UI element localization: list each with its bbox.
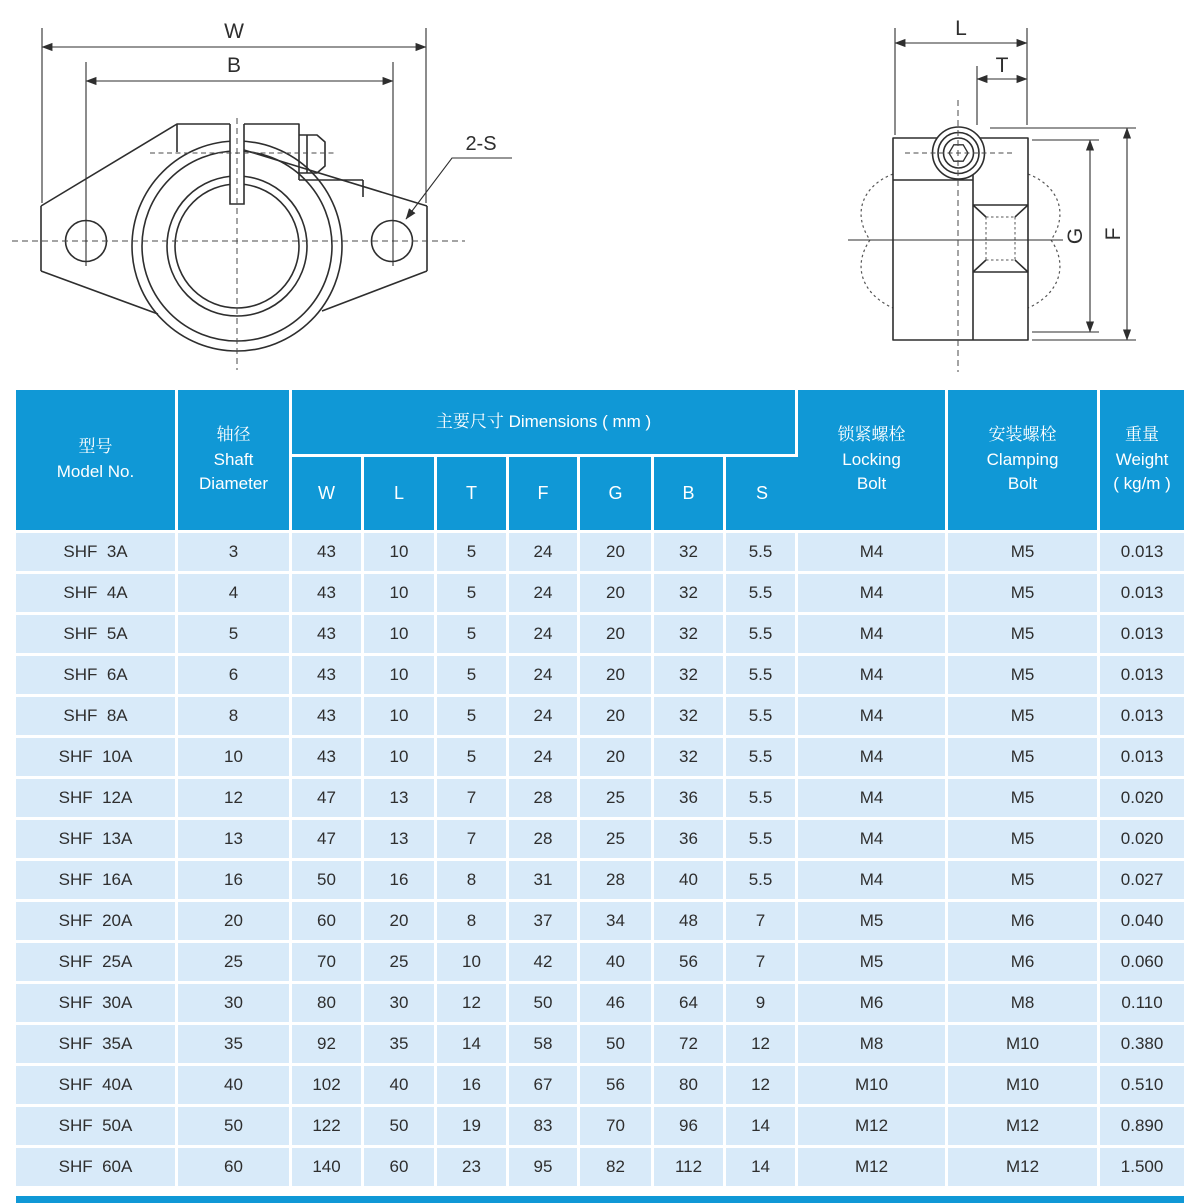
header-model-zh: 型号: [78, 437, 113, 457]
cell-g: 20: [580, 533, 654, 574]
cell-model: SHF 3A: [16, 533, 178, 574]
cell-s: 7: [726, 902, 798, 943]
cell-l: 10: [364, 738, 437, 779]
cell-t: 10: [437, 943, 509, 984]
header-weight-zh: 重量: [1125, 425, 1160, 445]
cell-l: 50: [364, 1107, 437, 1148]
header-clamping-zh: 安装螺栓: [988, 425, 1057, 445]
dim-label-w: W: [224, 20, 244, 43]
cell-locking-bolt: M12: [798, 1148, 948, 1189]
cell-weight: 0.020: [1100, 779, 1184, 820]
cell-t: 7: [437, 820, 509, 861]
cell-w: 122: [292, 1107, 364, 1148]
cell-locking-bolt: M4: [798, 533, 948, 574]
cell-s: 7: [726, 943, 798, 984]
cell-w: 43: [292, 533, 364, 574]
table-row: [16, 820, 1184, 861]
cell-l: 30: [364, 984, 437, 1025]
dim-label-l: L: [955, 17, 967, 40]
cell-s: 12: [726, 1066, 798, 1107]
cell-w: 70: [292, 943, 364, 984]
cell-s: 5.5: [726, 533, 798, 574]
cell-t: 8: [437, 861, 509, 902]
cell-shaft-diameter: 4: [178, 574, 292, 615]
cell-f: 31: [509, 861, 580, 902]
header-clamping-en2: Bolt: [1007, 474, 1038, 494]
cell-shaft-diameter: 20: [178, 902, 292, 943]
dimension-lines: [42, 28, 512, 266]
cell-g: 20: [580, 738, 654, 779]
table-row: [16, 533, 1184, 574]
col-header-weight: [1100, 390, 1184, 533]
cell-f: 24: [509, 656, 580, 697]
cell-g: 20: [580, 656, 654, 697]
cell-b: 32: [654, 615, 726, 656]
cell-b: 36: [654, 779, 726, 820]
table-row: [16, 656, 1184, 697]
cell-clamping-bolt: M6: [948, 902, 1100, 943]
cell-b: 32: [654, 533, 726, 574]
table-row: [16, 738, 1184, 779]
cell-shaft-diameter: 35: [178, 1025, 292, 1066]
cell-shaft-diameter: 16: [178, 861, 292, 902]
dim-label-g: G: [1064, 227, 1087, 245]
cell-locking-bolt: M4: [798, 697, 948, 738]
cell-l: 40: [364, 1066, 437, 1107]
cell-g: 20: [580, 697, 654, 738]
cell-s: 14: [726, 1107, 798, 1148]
header-locking-en1: Locking: [842, 449, 901, 469]
centerlines: [905, 100, 1012, 372]
cell-locking-bolt: M5: [798, 943, 948, 984]
cell-w: 102: [292, 1066, 364, 1107]
cell-f: 24: [509, 697, 580, 738]
cell-f: 24: [509, 738, 580, 779]
cell-l: 10: [364, 615, 437, 656]
cell-locking-bolt: M6: [798, 984, 948, 1025]
table-row: [16, 697, 1184, 738]
cell-model: SHF 25A: [16, 943, 178, 984]
cell-model: SHF 30A: [16, 984, 178, 1025]
cell-l: 10: [364, 574, 437, 615]
bottom-bar: [16, 1196, 1184, 1203]
cell-t: 5: [437, 574, 509, 615]
cell-b: 48: [654, 902, 726, 943]
cell-l: 13: [364, 779, 437, 820]
cell-weight: 0.013: [1100, 615, 1184, 656]
cell-g: 70: [580, 1107, 654, 1148]
table-row: [16, 1066, 1184, 1107]
cell-b: 96: [654, 1107, 726, 1148]
cell-t: 5: [437, 697, 509, 738]
cell-g: 46: [580, 984, 654, 1025]
cell-shaft-diameter: 10: [178, 738, 292, 779]
cell-model: SHF 35A: [16, 1025, 178, 1066]
cell-model: SHF 50A: [16, 1107, 178, 1148]
front-view-drawing: [0, 0, 560, 385]
cell-t: 8: [437, 902, 509, 943]
cell-g: 56: [580, 1066, 654, 1107]
cell-locking-bolt: M8: [798, 1025, 948, 1066]
table-row: [16, 902, 1184, 943]
cell-locking-bolt: M12: [798, 1107, 948, 1148]
cell-w: 50: [292, 861, 364, 902]
cell-clamping-bolt: M6: [948, 943, 1100, 984]
col-header-shaft-diameter: [178, 390, 292, 533]
cell-w: 43: [292, 615, 364, 656]
header-locking-zh: 锁紧螺栓: [837, 425, 906, 445]
cell-s: 5.5: [726, 656, 798, 697]
cell-shaft-diameter: 50: [178, 1107, 292, 1148]
cell-f: 24: [509, 615, 580, 656]
cell-b: 32: [654, 574, 726, 615]
cell-l: 60: [364, 1148, 437, 1189]
table-row: [16, 984, 1184, 1025]
cell-weight: 0.020: [1100, 820, 1184, 861]
cell-g: 25: [580, 820, 654, 861]
cell-model: SHF 10A: [16, 738, 178, 779]
cell-f: 83: [509, 1107, 580, 1148]
cell-s: 9: [726, 984, 798, 1025]
cell-model: SHF 6A: [16, 656, 178, 697]
cell-weight: 0.013: [1100, 574, 1184, 615]
cell-l: 35: [364, 1025, 437, 1066]
cell-clamping-bolt: M8: [948, 984, 1100, 1025]
cell-clamping-bolt: M5: [948, 697, 1100, 738]
cell-model: SHF 16A: [16, 861, 178, 902]
col-header-w: W: [292, 457, 364, 533]
cell-t: 5: [437, 656, 509, 697]
cell-s: 14: [726, 1148, 798, 1189]
cell-t: 16: [437, 1066, 509, 1107]
cell-s: 12: [726, 1025, 798, 1066]
cell-clamping-bolt: M5: [948, 533, 1100, 574]
cell-shaft-diameter: 13: [178, 820, 292, 861]
cell-t: 14: [437, 1025, 509, 1066]
cell-g: 28: [580, 861, 654, 902]
cell-clamping-bolt: M5: [948, 656, 1100, 697]
table-row: [16, 1025, 1184, 1066]
cell-f: 67: [509, 1066, 580, 1107]
cell-clamping-bolt: M12: [948, 1148, 1100, 1189]
cell-shaft-diameter: 6: [178, 656, 292, 697]
cell-s: 5.5: [726, 861, 798, 902]
cell-b: 80: [654, 1066, 726, 1107]
cell-f: 24: [509, 533, 580, 574]
cell-l: 10: [364, 533, 437, 574]
table-row: [16, 1107, 1184, 1148]
cell-weight: 0.060: [1100, 943, 1184, 984]
cell-clamping-bolt: M12: [948, 1107, 1100, 1148]
cell-f: 58: [509, 1025, 580, 1066]
cell-g: 20: [580, 615, 654, 656]
col-header-dimensions-group: 主要尺寸 Dimensions ( mm ): [292, 390, 798, 457]
dim-label-b: B: [226, 54, 242, 77]
cell-weight: 0.013: [1100, 533, 1184, 574]
col-header-s: S: [726, 457, 798, 533]
cell-b: 40: [654, 861, 726, 902]
hidden-thread-lines: [986, 217, 1015, 260]
cell-g: 50: [580, 1025, 654, 1066]
col-header-t: T: [437, 457, 509, 533]
cell-model: SHF 60A: [16, 1148, 178, 1189]
spec-table: [16, 390, 1184, 1203]
cell-weight: 0.013: [1100, 738, 1184, 779]
cell-locking-bolt: M4: [798, 779, 948, 820]
cell-shaft-diameter: 30: [178, 984, 292, 1025]
table-row: [16, 615, 1184, 656]
cell-locking-bolt: M4: [798, 656, 948, 697]
table-row: [16, 861, 1184, 902]
cell-t: 23: [437, 1148, 509, 1189]
cell-weight: 0.510: [1100, 1066, 1184, 1107]
cell-l: 10: [364, 697, 437, 738]
cell-w: 47: [292, 820, 364, 861]
cell-w: 92: [292, 1025, 364, 1066]
header-weight-en: Weight: [1115, 449, 1169, 469]
cell-clamping-bolt: M5: [948, 738, 1100, 779]
dim-label-f: F: [1102, 227, 1125, 241]
cell-f: 37: [509, 902, 580, 943]
cell-w: 80: [292, 984, 364, 1025]
cell-t: 5: [437, 615, 509, 656]
col-header-b: B: [654, 457, 726, 533]
cell-s: 5.5: [726, 574, 798, 615]
cell-l: 13: [364, 820, 437, 861]
table-header: [16, 390, 1184, 533]
cell-l: 10: [364, 656, 437, 697]
cell-shaft-diameter: 60: [178, 1148, 292, 1189]
cell-model: SHF 40A: [16, 1066, 178, 1107]
cell-clamping-bolt: M5: [948, 779, 1100, 820]
col-header-g: G: [580, 457, 654, 533]
cell-l: 20: [364, 902, 437, 943]
cell-t: 19: [437, 1107, 509, 1148]
cell-b: 32: [654, 697, 726, 738]
col-header-locking-bolt: [798, 390, 948, 533]
cell-s: 5.5: [726, 615, 798, 656]
cell-f: 50: [509, 984, 580, 1025]
cell-locking-bolt: M4: [798, 574, 948, 615]
header-shaft-en2: Diameter: [199, 474, 268, 494]
cell-g: 40: [580, 943, 654, 984]
cell-locking-bolt: M5: [798, 902, 948, 943]
cell-clamping-bolt: M5: [948, 820, 1100, 861]
cell-locking-bolt: M4: [798, 738, 948, 779]
cell-weight: 0.027: [1100, 861, 1184, 902]
cell-b: 36: [654, 820, 726, 861]
table-row: [16, 574, 1184, 615]
cell-weight: 0.890: [1100, 1107, 1184, 1148]
cell-shaft-diameter: 8: [178, 697, 292, 738]
cell-locking-bolt: M4: [798, 615, 948, 656]
phantom-shaft: [861, 174, 1060, 308]
cell-w: 43: [292, 738, 364, 779]
cell-model: SHF 13A: [16, 820, 178, 861]
cell-b: 56: [654, 943, 726, 984]
table-body: [16, 533, 1184, 1189]
cell-shaft-diameter: 40: [178, 1066, 292, 1107]
cell-s: 5.5: [726, 779, 798, 820]
col-header-model: [16, 390, 178, 533]
cell-f: 28: [509, 820, 580, 861]
cell-t: 5: [437, 738, 509, 779]
header-model-en: Model No.: [56, 462, 135, 481]
cell-t: 12: [437, 984, 509, 1025]
cell-b: 32: [654, 656, 726, 697]
cell-model: SHF 5A: [16, 615, 178, 656]
cell-locking-bolt: M10: [798, 1066, 948, 1107]
cell-t: 7: [437, 779, 509, 820]
cell-weight: 0.040: [1100, 902, 1184, 943]
cell-model: SHF 12A: [16, 779, 178, 820]
cell-g: 20: [580, 574, 654, 615]
cell-b: 32: [654, 738, 726, 779]
cell-clamping-bolt: M5: [948, 861, 1100, 902]
cell-shaft-diameter: 25: [178, 943, 292, 984]
cell-f: 28: [509, 779, 580, 820]
cell-t: 5: [437, 533, 509, 574]
col-header-clamping-bolt: [948, 390, 1100, 533]
cell-l: 25: [364, 943, 437, 984]
cell-locking-bolt: M4: [798, 820, 948, 861]
header-weight-unit: ( kg/m ): [1113, 474, 1171, 494]
cell-clamping-bolt: M10: [948, 1066, 1100, 1107]
table-row: [16, 779, 1184, 820]
cell-locking-bolt: M4: [798, 861, 948, 902]
header-clamping-en1: Clamping: [986, 449, 1059, 469]
cell-s: 5.5: [726, 697, 798, 738]
cell-shaft-diameter: 3: [178, 533, 292, 574]
cell-l: 16: [364, 861, 437, 902]
side-view-drawing: [820, 0, 1200, 385]
cell-model: SHF 8A: [16, 697, 178, 738]
cell-w: 140: [292, 1148, 364, 1189]
dimension-lines: [895, 28, 1136, 340]
cell-weight: 0.013: [1100, 697, 1184, 738]
cell-model: SHF 20A: [16, 902, 178, 943]
cell-model: SHF 4A: [16, 574, 178, 615]
cell-g: 34: [580, 902, 654, 943]
cell-w: 60: [292, 902, 364, 943]
cell-weight: 0.380: [1100, 1025, 1184, 1066]
header-shaft-zh: 轴径: [216, 425, 251, 445]
cell-w: 43: [292, 574, 364, 615]
cell-s: 5.5: [726, 820, 798, 861]
cell-g: 25: [580, 779, 654, 820]
table-row: [16, 943, 1184, 984]
cell-shaft-diameter: 12: [178, 779, 292, 820]
cell-s: 5.5: [726, 738, 798, 779]
col-header-l: L: [364, 457, 437, 533]
table-row: [16, 1148, 1184, 1189]
cell-b: 64: [654, 984, 726, 1025]
cell-f: 42: [509, 943, 580, 984]
cell-weight: 1.500: [1100, 1148, 1184, 1189]
cell-shaft-diameter: 5: [178, 615, 292, 656]
header-shaft-en1: Shaft: [213, 449, 254, 469]
cell-w: 47: [292, 779, 364, 820]
cell-b: 72: [654, 1025, 726, 1066]
cell-clamping-bolt: M5: [948, 615, 1100, 656]
cell-clamping-bolt: M5: [948, 574, 1100, 615]
cell-w: 43: [292, 656, 364, 697]
header-locking-en2: Bolt: [856, 474, 887, 494]
cell-b: 112: [654, 1148, 726, 1189]
cell-clamping-bolt: M10: [948, 1025, 1100, 1066]
cell-g: 82: [580, 1148, 654, 1189]
hole-callout-label: 2-S: [465, 133, 497, 155]
cell-f: 95: [509, 1148, 580, 1189]
col-header-f: F: [509, 457, 580, 533]
cell-f: 24: [509, 574, 580, 615]
cell-w: 43: [292, 697, 364, 738]
cell-weight: 0.013: [1100, 656, 1184, 697]
cell-weight: 0.110: [1100, 984, 1184, 1025]
dim-label-t: T: [995, 54, 1009, 77]
